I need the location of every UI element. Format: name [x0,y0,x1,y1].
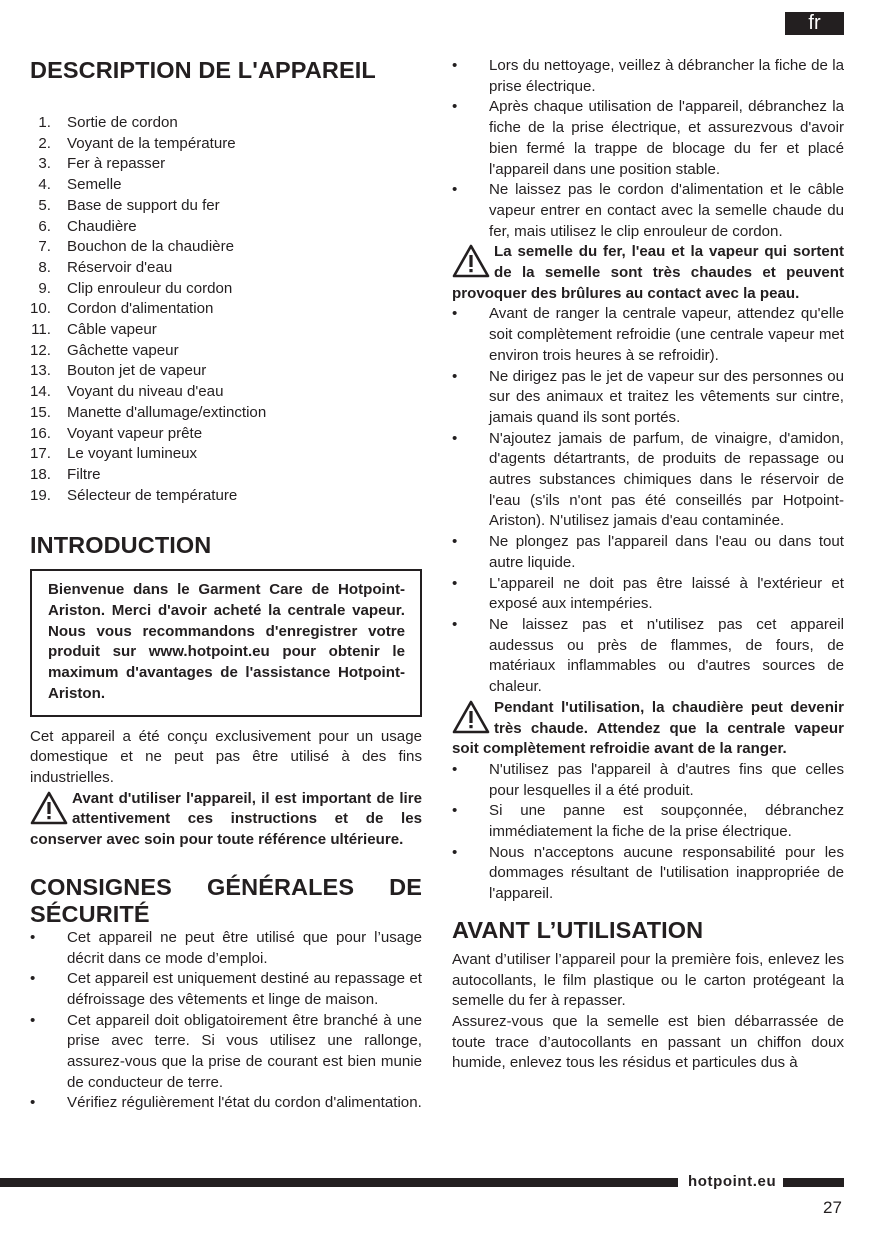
description-heading: DESCRIPTION DE L'APPAREIL [30,57,376,83]
bullet-icon: • [452,367,458,385]
item-number: 6. [38,217,51,235]
item-label: Bouton jet de vapeur [67,362,207,380]
item-number: 18. [30,465,51,483]
bullet-text: Ne plongez pas l'appareil dans l'eau ou dans tout autre liquide. [489,533,844,571]
list-item [30,134,422,155]
item-label: Chaudière [67,217,137,235]
bullet-icon: • [30,1094,36,1112]
before-use-paragraph-1: Avant d’utiliser l’appareil pour la première fois, enlevez les autocollants, le film plastique ou le carton protégeant la semelle du fer à repasser. [452,950,844,1010]
bullet-item [452,532,844,573]
list-item [30,465,422,486]
bullet-text: Lors du nettoyage, veillez à débrancher la fiche de la prise électrique. [489,57,844,95]
bullet-icon: • [452,843,458,861]
item-label: Le voyant lumineux [67,445,198,463]
footer-bar-right [783,1178,844,1187]
item-label: Fer à repasser [67,155,166,173]
list-item [30,486,422,507]
item-number: 8. [38,258,51,276]
bullet-text: Si une panne est soupçonnée, débranchez immédiatement la fiche de la prise électrique. [489,802,844,841]
right-column [452,56,844,1074]
safety-list-right-1 [452,56,844,242]
left-column [30,50,422,1114]
list-item [30,444,422,465]
item-number: 15. [30,403,51,421]
bullet-icon: • [30,1011,36,1029]
bullet-icon: • [452,98,458,116]
item-label: Semelle [67,176,122,194]
safety-warning-2-text: Pendant l'utilisation, la chaudière peut devenir très chaude. Attendez que la centrale vapeur soit complètement refroidie avant de la ranger. [452,698,844,758]
bullet-item [452,574,844,615]
item-label: Gâchette vapeur [67,341,179,359]
safety-heading-line1: CONSIGNES GÉNÉRALES DE [30,873,422,900]
safety-warning-1 [452,242,844,304]
welcome-box [30,569,422,716]
item-label: Câble vapeur [67,321,157,339]
introduction-heading: INTRODUCTION [30,532,212,559]
bullet-icon: • [452,533,458,551]
parts-list [30,113,422,506]
bullet-icon: • [30,970,36,988]
intro-warning-text: Avant d'utiliser l'appareil, il est important de lire attentivement ces instructions et de les conserver avec soin pour toute référence ultérieure. [30,789,422,849]
safety-list-right-3 [452,760,844,905]
item-number: 10. [30,300,51,318]
bullet-item [452,97,844,180]
warning-icon [452,244,490,278]
bullet-text: Après chaque utilisation de l'appareil, débranchez la fiche de la prise électrique, et assurezvous d'avoir bien fermé la trappe de blocage du fer et placé l'appareil dans une position stable. [489,98,844,178]
item-label: Manette d'allumage/extinction [67,403,267,421]
bullet-icon: • [452,574,458,592]
list-item [30,341,422,362]
bullet-item [452,304,844,366]
intro-paragraph: Cet appareil a été conçu exclusivement pour un usage domestique et ne peut pas être utilisé à des fins industrielles. [30,727,422,786]
bullet-text: L'appareil ne doit pas être laissé à l'extérieur et exposé aux intempéries. [489,574,844,613]
bullet-item [452,615,844,698]
item-number: 13. [30,362,51,380]
safety-list-left [30,928,422,1114]
bullet-icon: • [452,429,458,447]
bullet-text: Ne dirigez pas le jet de vapeur sur des personnes ou sur des animaux et traitez les vêtements sur cintre, jamais quand ils sont portés. [489,367,844,426]
bullet-icon: • [452,181,458,199]
item-number: 7. [38,238,51,256]
intro-warning [30,789,422,851]
item-label: Sortie de cordon [67,114,178,131]
bullet-item [30,1011,422,1094]
warning-icon [30,791,68,825]
item-label: Filtre [67,465,101,483]
bullet-icon: • [452,802,458,820]
item-label: Voyant du niveau d'eau [67,383,224,401]
item-number: 14. [30,383,51,401]
safety-list-right-2 [452,304,844,697]
list-item [30,299,422,320]
page-number: 27 [823,1198,842,1217]
list-item [30,113,422,134]
item-number: 2. [38,134,51,152]
list-item [30,403,422,424]
safety-warning-1-text: La semelle du fer, l'eau et la vapeur qui sortent de la semelle sont très chaudes et peuvent provoquer des brûlures au contact avec la peau. [452,243,844,302]
item-number: 16. [30,424,51,442]
bullet-item [452,801,844,842]
list-item [30,424,422,445]
bullet-text: Cet appareil ne peut être utilisé que pour l’usage décrit dans ce mode d’emploi. [67,928,422,967]
item-label: Voyant vapeur prête [67,424,203,442]
bullet-item [30,928,422,969]
item-number: 9. [38,279,51,297]
bullet-icon: • [452,57,458,74]
footer-bar-left [0,1178,678,1187]
bullet-text: Ne laissez pas le cordon d'alimentation et le câble vapeur entrer en contact avec la semelle chaude du fer, mais utilisez le clip enrouleur de cordon. [489,181,844,240]
item-number: 4. [38,176,51,194]
list-item [30,175,422,196]
bullet-item [452,429,844,533]
list-item [30,279,422,300]
list-item [30,320,422,341]
bullet-text: N'utilisez pas l'appareil à d'autres fins que celles pour lesquelles il a été produit. [489,760,844,799]
list-item [30,361,422,382]
bullet-item [452,367,844,429]
brand-logo: hotpoint.eu [688,1173,777,1190]
bullet-icon: • [30,928,36,946]
warning-icon [452,700,490,734]
bullet-item [452,56,844,97]
bullet-text: Vérifiez régulièrement l'état du cordon d'alimentation. [67,1094,422,1112]
list-item [30,258,422,279]
bullet-text: Nous n'acceptons aucune responsabilité pour les dommages résultant de l'utilisation inappropriée de l'appareil. [489,843,844,903]
item-number: 1. [38,114,51,131]
item-label: Voyant de la température [67,134,236,152]
before-use-heading: AVANT L’UTILISATION [452,916,704,943]
list-item [30,382,422,403]
bullet-item [452,843,844,905]
list-item [30,237,422,258]
item-number: 3. [38,155,51,173]
item-label: Réservoir d'eau [67,258,173,276]
safety-warning-2 [452,698,844,760]
list-item [30,196,422,217]
item-number: 17. [30,445,51,463]
bullet-icon: • [452,305,458,323]
bullet-text: Avant de ranger la centrale vapeur, attendez qu'elle soit complètement refroidie (une centrale vapeur met environ trois heures à se refroidir). [489,305,844,364]
item-label: Base de support du fer [67,196,220,214]
bullet-text: Cet appareil doit obligatoirement être branché à une prise avec terre. Si vous utilisez une rallonge, assurez-vous que la prise de courant est bien munie de conducteur de terre. [67,1011,422,1091]
item-label: Cordon d'alimentation [67,300,214,318]
welcome-text: Bienvenue dans le Garment Care de Hotpoint-Ariston. Merci d'avoir acheté la centrale vapeur. Nous vous recommandons d'enregistrer votre produit sur www.hotpoint.eu pour obtenir le maximum d'avantages de l'assistance Hotpoint-Ariston. [48,581,405,702]
safety-heading-line2: SÉCURITÉ [30,900,150,927]
item-number: 5. [38,196,51,214]
bullet-icon: • [452,615,458,633]
bullet-item [30,1093,422,1114]
bullet-icon: • [452,760,458,778]
item-label: Bouchon de la chaudière [67,238,234,256]
item-label: Sélecteur de température [67,486,238,504]
item-label: Clip enrouleur du cordon [67,279,233,297]
before-use-paragraph-2: Assurez-vous que la semelle est bien débarrassée de toute trace d’autocollants en passant un chiffon doux humide, enlevez tous les résidus et particules dus à [452,1012,844,1072]
bullet-item [452,760,844,801]
language-badge: fr [785,12,844,35]
bullet-text: Ne laissez pas et n'utilisez pas cet appareil audessus ou près de flammes, de fours, de matériaux inflammables ou d'autres sources de chaleur. [489,615,844,696]
list-item [30,217,422,238]
bullet-item [30,969,422,1010]
list-item [30,154,422,175]
item-number: 12. [30,341,51,359]
bullet-item [452,180,844,242]
bullet-text: Cet appareil est uniquement destiné au repassage et défroissage des vêtements et linge de maison. [67,970,422,1008]
item-number: 11. [31,321,51,339]
bullet-text: N'ajoutez jamais de parfum, de vinaigre, d'amidon, d'agents détartrants, de produits de repassage ou autres substances chimiques dans le réservoir de l'eau (s'ils n'ont pas été conseillés par Hotpoint- Ariston). N'utilisez jamais d'eau contaminée. [489,429,844,530]
item-number: 19. [30,486,51,504]
